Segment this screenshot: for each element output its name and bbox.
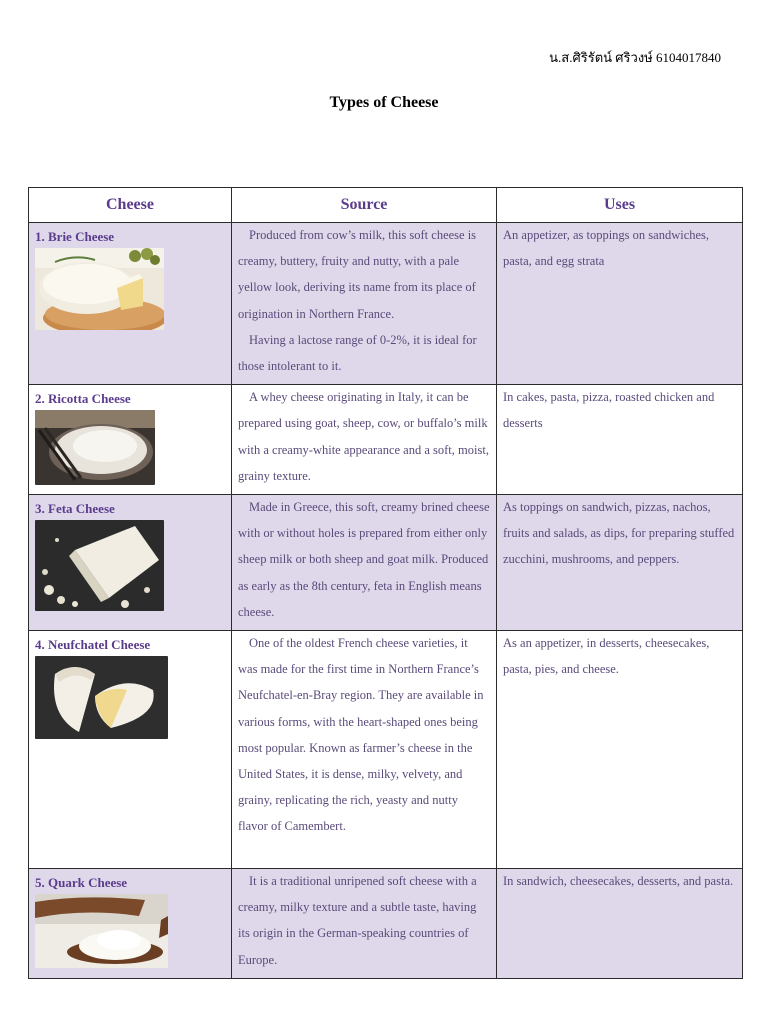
cheese-name: 4. Neufchatel Cheese	[35, 637, 151, 653]
uses-text: As toppings on sandwich, pizzas, nachos, fruits and salads, as dips, for preparing stuffed zucchini, mushrooms, and peppers.	[503, 500, 735, 567]
uses-cell	[497, 495, 743, 631]
uses-text: As an appetizer, in desserts, cheesecakes, pasta, pies, and cheese.	[503, 636, 710, 677]
document-title: Types of Cheese	[329, 94, 439, 111]
cheese-name: 3. Feta Cheese	[35, 501, 115, 517]
cheese-cell	[29, 385, 232, 495]
cheese-name: 1. Brie Cheese	[35, 229, 115, 244]
cheese-cell	[29, 223, 232, 385]
table-row	[29, 385, 743, 495]
cheese-name: 2. Ricotta Cheese	[35, 391, 131, 407]
uses-text: An appetizer, as toppings on sandwiches, pasta, and egg strata	[503, 228, 710, 269]
brie-cheese-image	[35, 248, 164, 330]
table-row	[29, 495, 743, 631]
source-cell	[232, 223, 497, 385]
source-paragraph: One of the oldest French cheese varieties, it was made for the first time in Northern France’s Neufchatel-en-Bray region. They are available in various forms, with the heart-shaped ones being most popular. Known as farmer’s cheese in the United States, it is dense, milky, velvety, and grainy, replicating the rich, yeasty and nutty flavor of Camembert.	[238, 636, 484, 834]
author-line: น.ส.ศิริรัตน์ ศริวงษ์ 6104017840	[549, 50, 721, 65]
table-header-row	[29, 188, 743, 223]
uses-cell	[497, 223, 743, 385]
source-cell	[232, 631, 497, 869]
source-cell	[232, 869, 497, 979]
header-source: Source	[232, 188, 497, 223]
table-row	[29, 869, 743, 979]
neufchatel-cheese-image	[35, 656, 168, 739]
header-uses: Uses	[497, 188, 743, 223]
cheese-cell	[29, 631, 232, 869]
cheese-cell	[29, 869, 232, 979]
uses-text: In sandwich, cheesecakes, desserts, and pasta.	[503, 874, 734, 889]
feta-cheese-image	[35, 520, 164, 611]
source-paragraph: Having a lactose range of 0-2%, it is ideal for those intolerant to it.	[238, 332, 477, 374]
header-cheese: Cheese	[29, 188, 232, 223]
uses-text: In cakes, pasta, pizza, roasted chicken and desserts	[503, 390, 715, 431]
cheese-name: 5. Quark Cheese	[35, 875, 128, 891]
source-paragraph: It is a traditional unripened soft cheese with a creamy, milky texture and a subtle taste, having its origin in the German-speaking countries of Europe.	[238, 874, 477, 967]
table-row	[29, 631, 743, 869]
cheese-table	[28, 187, 743, 979]
uses-cell	[497, 631, 743, 869]
source-cell	[232, 495, 497, 631]
ricotta-cheese-image	[35, 410, 155, 485]
cheese-cell	[29, 495, 232, 631]
source-cell	[232, 385, 497, 495]
quark-cheese-image	[35, 894, 168, 968]
source-paragraph: A whey cheese originating in Italy, it can be prepared using goat, sheep, cow, or buffalo’s milk with a creamy-white appearance and a soft, moist, grainy texture.	[238, 390, 489, 483]
uses-cell	[497, 385, 743, 495]
source-paragraph: Produced from cow’s milk, this soft cheese is creamy, buttery, fruity and nutty, with a pale yellow look, deriving its name from its place of origination in Northern France.	[238, 228, 477, 321]
uses-cell	[497, 869, 743, 979]
table-row	[29, 223, 743, 385]
source-paragraph: Made in Greece, this soft, creamy brined cheese with or without holes is prepared from either only sheep milk or both sheep and goat milk. Produced as early as the 8th century, feta in English means cheese.	[238, 500, 490, 619]
